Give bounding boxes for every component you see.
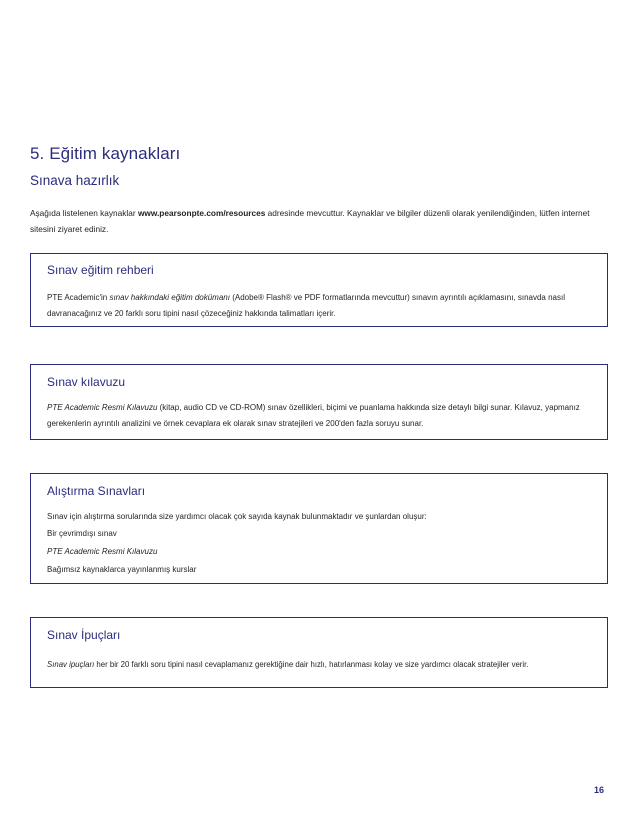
intro-paragraph bbox=[30, 205, 610, 237]
intro-text-pre: Aşağıda listelenen kaynaklar bbox=[30, 208, 138, 218]
intro-text-post: adresinde mevcuttur. Kaynaklar ve bilgiler düzenli olarak yenilendiğinden, lütfen internet sitesini ziyaret ediniz. bbox=[30, 208, 590, 234]
practice-box bbox=[30, 473, 608, 584]
guide-box-title: Sınav eğitim rehberi bbox=[47, 263, 154, 277]
practice-line-courses: Bağımsız kaynaklarca yayınlanmış kurslar bbox=[47, 565, 197, 574]
tips-title-italic: Sınav ipuçları bbox=[47, 660, 95, 669]
section-subheading: Sınava hazırlık bbox=[30, 173, 120, 188]
section-heading: 5. Eğitim kaynakları bbox=[30, 144, 181, 163]
guide-doc-title: sınav hakkındaki eğitim dokümanı bbox=[109, 293, 230, 302]
practice-line-offline-test: Bir çevrimdışı sınav bbox=[47, 529, 117, 538]
manual-book-title: PTE Academic Resmi Kılavuzu bbox=[47, 403, 158, 412]
resources-url: www.pearsonpte.com/resources bbox=[137, 208, 266, 218]
guide-text-rest: (Adobe® Flash® ve PDF formatlarında mevcuttur) sınavın ayrıntılı açıklamasını, sınavda nasıl davranacağınız ve 20 farklı soru tipini nasıl çözeceğiniz hakkında talimatları içerir. bbox=[47, 293, 566, 318]
practice-line-intro: Sınav için alıştırma sorularında size yardımcı olacak çok sayıda kaynak bulunmaktadır ve şunlardan oluşur: bbox=[47, 512, 427, 521]
tips-box bbox=[30, 617, 608, 688]
guide-box-text bbox=[47, 290, 599, 322]
tips-box-text bbox=[47, 660, 528, 669]
practice-line-official-guide: PTE Academic Resmi Kılavuzu bbox=[47, 547, 158, 556]
practice-box-title: Alıştırma Sınavları bbox=[47, 484, 146, 498]
manual-box bbox=[30, 364, 608, 440]
page-number: 16 bbox=[594, 785, 605, 795]
manual-text-rest: (kitap, audio CD ve CD-ROM) sınav özellikleri, biçimi ve puanlama hakkında size detaylı bilgi sunar. Kılavuz, yapmanız gerekenlerin ayrıntılı analizini ve örnek cevaplara ek olarak sınav stratejileri ve 200'den fazla soruyu sunar. bbox=[47, 403, 580, 428]
tips-text-rest: her bir 20 farklı soru tipini nasıl cevaplamanız gerektiğine dair hızlı, hatırlanması kolay ve size yardımcı olacak stratejiler verir. bbox=[94, 660, 529, 669]
manual-box-title: Sınav kılavuzu bbox=[47, 375, 126, 389]
guide-box bbox=[30, 253, 608, 327]
manual-box-text bbox=[47, 400, 599, 432]
guide-text-start: PTE Academic'in bbox=[47, 293, 110, 302]
tips-box-title: Sınav İpuçları bbox=[47, 628, 121, 642]
